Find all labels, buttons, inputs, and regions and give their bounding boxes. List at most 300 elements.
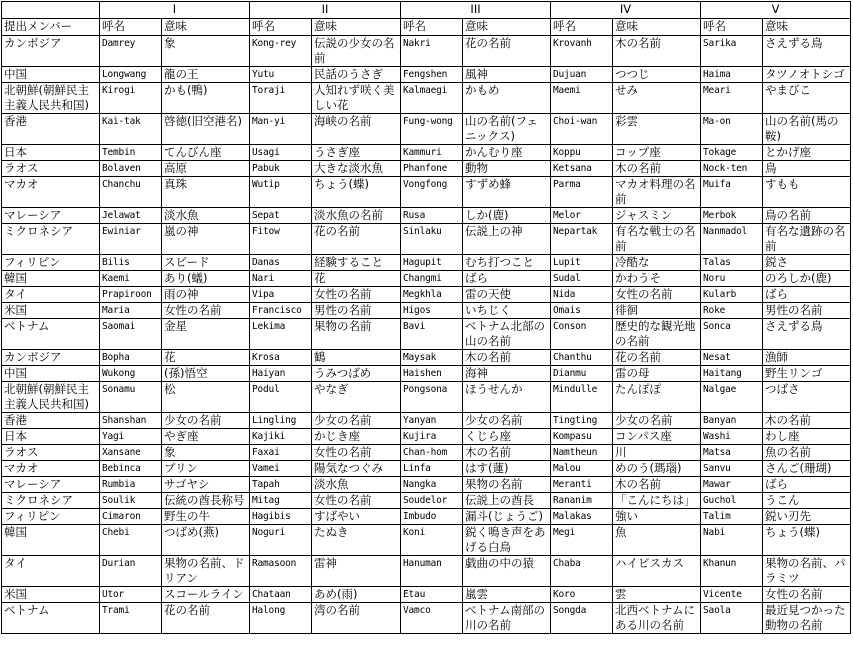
typhoon-name-cell: Vamei <box>250 461 312 477</box>
meaning-cell: さんご(珊瑚) <box>763 461 851 477</box>
meaning-cell: 伝説の少女の名前 <box>312 36 401 67</box>
meaning-cell: 淡水魚 <box>162 208 250 224</box>
typhoon-name-cell: Yutu <box>250 67 312 83</box>
meaning-cell: 木の名前 <box>613 36 701 67</box>
typhoon-name-cell: Chanthu <box>551 350 613 366</box>
table-row <box>2 350 851 366</box>
meaning-cell: せみ <box>613 83 701 114</box>
meaning-cell: 女性の名前 <box>162 303 250 319</box>
meaning-cell: 伝説上の神 <box>463 224 551 255</box>
meaning-cell: 果物の名前、パラミツ <box>763 556 851 587</box>
typhoon-name-cell: Conson <box>551 319 613 350</box>
country-cell: 韓国 <box>2 271 100 287</box>
country-cell: ラオス <box>2 445 100 461</box>
typhoon-name-cell: Sanvu <box>701 461 763 477</box>
typhoon-name-cell: Haitang <box>701 366 763 382</box>
typhoon-name-cell: Soulik <box>100 493 162 509</box>
typhoon-name-cell: Kujira <box>401 429 463 445</box>
typhoon-name-cell: Toraji <box>250 83 312 114</box>
table-row <box>2 603 851 634</box>
typhoon-name-cell: Khanun <box>701 556 763 587</box>
meaning-cell: 鳥 <box>763 161 851 177</box>
table-row <box>2 145 851 161</box>
typhoon-name-cell: Chebi <box>100 525 162 556</box>
meaning-cell: 龍の王 <box>162 67 250 83</box>
meaning-cell: 木の名前 <box>613 161 701 177</box>
meaning-cell: 花 <box>162 350 250 366</box>
table-row <box>2 525 851 556</box>
typhoon-name-cell: Durian <box>100 556 162 587</box>
table-row <box>2 177 851 208</box>
group-header-row <box>2 2 851 19</box>
meaning-cell: 女性の名前 <box>312 287 401 303</box>
meaning-cell: 雲 <box>613 587 701 603</box>
typhoon-name-cell: Nanmadol <box>701 224 763 255</box>
meaning-cell: 歴史的な観光地の名前 <box>613 319 701 350</box>
meaning-cell: すもも <box>763 177 851 208</box>
meaning-cell: 果物の名前 <box>312 319 401 350</box>
meaning-cell: たんぽぽ <box>613 382 701 413</box>
typhoon-name-cell: Chan-hom <box>401 445 463 461</box>
typhoon-name-cell: Kularb <box>701 287 763 303</box>
column-header-row <box>2 19 851 36</box>
meaning-cell: 山の名前(フェニックス) <box>463 114 551 145</box>
typhoon-name-cell: Lupit <box>551 255 613 271</box>
typhoon-names-table <box>1 1 851 634</box>
meaning-cell: 真珠 <box>162 177 250 208</box>
meaning-cell: 金星 <box>162 319 250 350</box>
typhoon-name-cell: Changmi <box>401 271 463 287</box>
typhoon-name-cell: Kompasu <box>551 429 613 445</box>
meaning-cell: あめ(雨) <box>312 587 401 603</box>
meaning-cell: 嵐雲 <box>463 587 551 603</box>
meaning-cell: うさぎ座 <box>312 145 401 161</box>
typhoon-name-cell: Noru <box>701 271 763 287</box>
typhoon-name-cell: Tapah <box>250 477 312 493</box>
country-cell: 香港 <box>2 114 100 145</box>
typhoon-name-cell: Sonamu <box>100 382 162 413</box>
meaning-cell: 松 <box>162 382 250 413</box>
typhoon-name-cell: Kammuri <box>401 145 463 161</box>
typhoon-name-cell: Megkhla <box>401 287 463 303</box>
country-cell: マレーシア <box>2 477 100 493</box>
typhoon-name-cell: Wutip <box>250 177 312 208</box>
meaning-cell: 果物の名前、ドリアン <box>162 556 250 587</box>
country-cell: 米国 <box>2 303 100 319</box>
meaning-cell: 女性の名前 <box>312 445 401 461</box>
typhoon-name-cell: Roke <box>701 303 763 319</box>
meaning-cell: 女性の名前 <box>763 587 851 603</box>
typhoon-name-cell: Noguri <box>250 525 312 556</box>
typhoon-name-cell: Phanfone <box>401 161 463 177</box>
meaning-cell: 花 <box>312 271 401 287</box>
meaning-column-header: 意味 <box>162 19 250 36</box>
country-cell: フィリピン <box>2 509 100 525</box>
typhoon-name-cell: Sonca <box>701 319 763 350</box>
typhoon-name-cell: Fengshen <box>401 67 463 83</box>
country-cell: タイ <box>2 287 100 303</box>
typhoon-name-cell: Muifa <box>701 177 763 208</box>
meaning-cell: 男性の名前 <box>312 303 401 319</box>
name-column-header: 呼名 <box>100 19 162 36</box>
meaning-cell: ばら <box>763 477 851 493</box>
country-cell: 北朝鮮(朝鮮民主主義人民共和国) <box>2 382 100 413</box>
meaning-cell: ちょう(蝶) <box>763 525 851 556</box>
meaning-cell: 鶴 <box>312 350 401 366</box>
typhoon-name-cell: Vamco <box>401 603 463 634</box>
typhoon-name-cell: Man-yi <box>250 114 312 145</box>
meaning-cell: 雨の神 <box>162 287 250 303</box>
table-row <box>2 161 851 177</box>
meaning-cell: 伝説上の酋長 <box>463 493 551 509</box>
table-row <box>2 83 851 114</box>
meaning-cell: わし座 <box>763 429 851 445</box>
meaning-cell: やなぎ <box>312 382 401 413</box>
meaning-cell: 山の名前(馬の鞍) <box>763 114 851 145</box>
typhoon-name-cell: Francisco <box>250 303 312 319</box>
meaning-cell: 北西ベトナムにある川の名前 <box>613 603 701 634</box>
meaning-cell: うこん <box>763 493 851 509</box>
typhoon-name-cell: Malou <box>551 461 613 477</box>
typhoon-name-cell: Yanyan <box>401 413 463 429</box>
typhoon-name-cell: Chaba <box>551 556 613 587</box>
meaning-cell: 彩雲 <box>613 114 701 145</box>
meaning-cell: めのう(瑪瑙) <box>613 461 701 477</box>
meaning-cell: 啓徳(旧空港名) <box>162 114 250 145</box>
typhoon-name-cell: Bebinca <box>100 461 162 477</box>
typhoon-name-cell: Nalgae <box>701 382 763 413</box>
typhoon-name-cell: Pabuk <box>250 161 312 177</box>
meaning-cell: 川 <box>613 445 701 461</box>
table-row <box>2 271 851 287</box>
table-row <box>2 208 851 224</box>
table-row <box>2 429 851 445</box>
meaning-cell: とかげ座 <box>763 145 851 161</box>
meaning-column-header: 意味 <box>463 19 551 36</box>
typhoon-name-cell: Bavi <box>401 319 463 350</box>
country-cell: ミクロネシア <box>2 224 100 255</box>
meaning-cell: くじら座 <box>463 429 551 445</box>
meaning-cell: サゴヤシ <box>162 477 250 493</box>
meaning-cell: 冷酷な <box>613 255 701 271</box>
table-row <box>2 509 851 525</box>
table-row <box>2 445 851 461</box>
typhoon-name-cell: Ma-on <box>701 114 763 145</box>
meaning-cell: つばめ(燕) <box>162 525 250 556</box>
group-header: I <box>100 2 250 19</box>
typhoon-name-cell: Melor <box>551 208 613 224</box>
typhoon-name-cell: Mawar <box>701 477 763 493</box>
group-header: V <box>701 2 851 19</box>
meaning-cell: 鋭い刃先 <box>763 509 851 525</box>
typhoon-name-cell: Hagupit <box>401 255 463 271</box>
typhoon-name-cell: Banyan <box>701 413 763 429</box>
meaning-cell: スピード <box>162 255 250 271</box>
typhoon-name-cell: Cimaron <box>100 509 162 525</box>
country-cell: 日本 <box>2 145 100 161</box>
typhoon-name-cell: Damrey <box>100 36 162 67</box>
typhoon-name-cell: Fung-wong <box>401 114 463 145</box>
typhoon-name-cell: Yagi <box>100 429 162 445</box>
typhoon-name-cell: Kalmaegi <box>401 83 463 114</box>
country-cell: マレーシア <box>2 208 100 224</box>
typhoon-name-cell: Xansane <box>100 445 162 461</box>
table-row <box>2 224 851 255</box>
typhoon-name-cell: Nabi <box>701 525 763 556</box>
meaning-cell: 木の名前 <box>763 413 851 429</box>
country-cell: 米国 <box>2 587 100 603</box>
typhoon-name-cell: Nari <box>250 271 312 287</box>
meaning-cell: 鋭く鳴き声をあげる白鳥 <box>463 525 551 556</box>
meaning-cell: 有名な戦士の名前 <box>613 224 701 255</box>
meaning-cell: 男性の名前 <box>763 303 851 319</box>
typhoon-name-cell: Nepartak <box>551 224 613 255</box>
group-header: III <box>401 2 551 19</box>
typhoon-name-cell: Koni <box>401 525 463 556</box>
country-cell: ラオス <box>2 161 100 177</box>
typhoon-name-cell: Pongsona <box>401 382 463 413</box>
country-cell: マカオ <box>2 177 100 208</box>
meaning-cell: 少女の名前 <box>613 413 701 429</box>
country-cell: 香港 <box>2 413 100 429</box>
group-header: II <box>250 2 401 19</box>
typhoon-name-cell: Bopha <box>100 350 162 366</box>
country-cell: 中国 <box>2 67 100 83</box>
typhoon-name-cell: Haishen <box>401 366 463 382</box>
header-blank-cell <box>2 2 100 19</box>
typhoon-name-cell: Haiyan <box>250 366 312 382</box>
typhoon-name-cell: Talim <box>701 509 763 525</box>
meaning-cell: 鳥の名前 <box>763 208 851 224</box>
table-row <box>2 303 851 319</box>
country-cell: ベトナム <box>2 603 100 634</box>
meaning-column-header: 意味 <box>312 19 401 36</box>
meaning-column-header: 意味 <box>763 19 851 36</box>
typhoon-name-cell: Matsa <box>701 445 763 461</box>
meaning-cell: 女性の名前 <box>613 287 701 303</box>
typhoon-name-cell: Songda <box>551 603 613 634</box>
country-cell: 日本 <box>2 429 100 445</box>
typhoon-name-cell: Malakas <box>551 509 613 525</box>
meaning-cell: 民話のうさぎ <box>312 67 401 83</box>
meaning-cell: 陽気なつぐみ <box>312 461 401 477</box>
meaning-cell: つばさ <box>763 382 851 413</box>
typhoon-name-cell: Tingting <box>551 413 613 429</box>
meaning-cell: かもめ <box>463 83 551 114</box>
typhoon-name-cell: Nida <box>551 287 613 303</box>
name-column-header: 呼名 <box>250 19 312 36</box>
meaning-cell: 木の名前 <box>463 445 551 461</box>
typhoon-name-cell: Koppu <box>551 145 613 161</box>
country-cell: タイ <box>2 556 100 587</box>
table-row <box>2 366 851 382</box>
typhoon-name-cell: Higos <box>401 303 463 319</box>
typhoon-name-cell: Bolaven <box>100 161 162 177</box>
meaning-cell: 徘徊 <box>613 303 701 319</box>
meaning-cell: さえずる鳥 <box>763 319 851 350</box>
typhoon-name-cell: Saola <box>701 603 763 634</box>
table-row <box>2 477 851 493</box>
name-column-header: 呼名 <box>701 19 763 36</box>
typhoon-name-cell: Danas <box>250 255 312 271</box>
meaning-cell: 戯曲の中の猿 <box>463 556 551 587</box>
meaning-cell: むち打つこと <box>463 255 551 271</box>
meaning-cell: 漁師 <box>763 350 851 366</box>
typhoon-name-cell: Longwang <box>100 67 162 83</box>
meaning-cell: コップ座 <box>613 145 701 161</box>
typhoon-name-cell: Tembin <box>100 145 162 161</box>
meaning-cell: さえずる鳥 <box>763 36 851 67</box>
typhoon-name-cell: Maysak <box>401 350 463 366</box>
typhoon-name-cell: Kai-tak <box>100 114 162 145</box>
country-cell: カンボジア <box>2 36 100 67</box>
meaning-cell: つつじ <box>613 67 701 83</box>
typhoon-name-cell: Kong-rey <box>250 36 312 67</box>
meaning-cell: 花の名前 <box>162 603 250 634</box>
typhoon-name-cell: Vipa <box>250 287 312 303</box>
meaning-cell: 鋭さ <box>763 255 851 271</box>
typhoon-name-cell: Dianmu <box>551 366 613 382</box>
typhoon-name-cell: Usagi <box>250 145 312 161</box>
meaning-cell: てんびん座 <box>162 145 250 161</box>
typhoon-name-cell: Meari <box>701 83 763 114</box>
meaning-cell: すばやい <box>312 509 401 525</box>
table-row <box>2 319 851 350</box>
table-row <box>2 114 851 145</box>
meaning-cell: かじき座 <box>312 429 401 445</box>
typhoon-name-cell: Soudelor <box>401 493 463 509</box>
country-cell: マカオ <box>2 461 100 477</box>
meaning-cell: 果物の名前 <box>463 477 551 493</box>
typhoon-name-cell: Fitow <box>250 224 312 255</box>
typhoon-name-cell: Trami <box>100 603 162 634</box>
typhoon-name-cell: Vicente <box>701 587 763 603</box>
typhoon-name-cell: Faxai <box>250 445 312 461</box>
meaning-cell: 漏斗(じょうご) <box>463 509 551 525</box>
meaning-cell: かも(鴨) <box>162 83 250 114</box>
meaning-cell: 高原 <box>162 161 250 177</box>
typhoon-name-cell: Rananim <box>551 493 613 509</box>
typhoon-name-cell: Nock-ten <box>701 161 763 177</box>
meaning-cell: ほうせんか <box>463 382 551 413</box>
typhoon-name-cell: Halong <box>250 603 312 634</box>
typhoon-name-cell: Nesat <box>701 350 763 366</box>
typhoon-name-cell: Namtheun <box>551 445 613 461</box>
typhoon-name-cell: Omais <box>551 303 613 319</box>
typhoon-name-cell: Sarika <box>701 36 763 67</box>
typhoon-name-cell: Nangka <box>401 477 463 493</box>
meaning-cell: コンパス座 <box>613 429 701 445</box>
meaning-cell: 海神 <box>463 366 551 382</box>
meaning-cell: 伝統の酋長称号 <box>162 493 250 509</box>
typhoon-name-cell: Lekima <box>250 319 312 350</box>
meaning-cell: (孫)悟空 <box>162 366 250 382</box>
meaning-cell: プリン <box>162 461 250 477</box>
meaning-cell: 木の名前 <box>613 477 701 493</box>
typhoon-name-cell: Maemi <box>551 83 613 114</box>
table-row <box>2 382 851 413</box>
meaning-cell: タツノオトシゴ <box>763 67 851 83</box>
meaning-cell: 花の名前 <box>613 350 701 366</box>
typhoon-name-cell: Koro <box>551 587 613 603</box>
country-cell: ミクロネシア <box>2 493 100 509</box>
typhoon-name-cell: Megi <box>551 525 613 556</box>
meaning-cell: 最近見つかった動物の名前 <box>763 603 851 634</box>
meaning-cell: 人知れず咲く美しい花 <box>312 83 401 114</box>
typhoon-name-cell: Guchol <box>701 493 763 509</box>
name-column-header: 呼名 <box>401 19 463 36</box>
typhoon-name-cell: Krosa <box>250 350 312 366</box>
table-row <box>2 493 851 509</box>
group-header: IV <box>551 2 701 19</box>
typhoon-name-cell: Nakri <box>401 36 463 67</box>
typhoon-name-cell: Chanchu <box>100 177 162 208</box>
meaning-cell: 女性の名前 <box>312 493 401 509</box>
meaning-cell: ベトナム北部の山の名前 <box>463 319 551 350</box>
meaning-cell: 野生の牛 <box>162 509 250 525</box>
country-cell: ベトナム <box>2 319 100 350</box>
table-row <box>2 255 851 271</box>
typhoon-name-cell: Washi <box>701 429 763 445</box>
typhoon-name-cell: Mitag <box>250 493 312 509</box>
typhoon-name-cell: Ketsana <box>551 161 613 177</box>
meaning-cell: スコールライン <box>162 587 250 603</box>
meaning-cell: 風神 <box>463 67 551 83</box>
typhoon-name-cell: Shanshan <box>100 413 162 429</box>
meaning-cell: たぬき <box>312 525 401 556</box>
meaning-cell: ばら <box>463 271 551 287</box>
meaning-cell: しか(鹿) <box>463 208 551 224</box>
meaning-cell: 経験すること <box>312 255 401 271</box>
meaning-cell: 魚の名前 <box>763 445 851 461</box>
meaning-cell: のろしか(鹿) <box>763 271 851 287</box>
meaning-cell: 野生リンゴ <box>763 366 851 382</box>
meaning-cell: 少女の名前 <box>463 413 551 429</box>
meaning-cell: ばら <box>763 287 851 303</box>
meaning-cell: ベトナム南部の川の名前 <box>463 603 551 634</box>
meaning-cell: 花の名前 <box>463 36 551 67</box>
meaning-cell: あり(蟻) <box>162 271 250 287</box>
typhoon-name-cell: Kirogi <box>100 83 162 114</box>
meaning-cell: ちょう(蝶) <box>312 177 401 208</box>
meaning-cell: 海峡の名前 <box>312 114 401 145</box>
name-column-header: 呼名 <box>551 19 613 36</box>
typhoon-name-cell: Haima <box>701 67 763 83</box>
meaning-cell: 象 <box>162 445 250 461</box>
typhoon-name-cell: Mindulle <box>551 382 613 413</box>
table-row <box>2 413 851 429</box>
meaning-cell: 雷神 <box>312 556 401 587</box>
typhoon-name-cell: Wukong <box>100 366 162 382</box>
country-cell: カンボジア <box>2 350 100 366</box>
typhoon-name-cell: Sudal <box>551 271 613 287</box>
typhoon-name-cell: Podul <box>250 382 312 413</box>
typhoon-name-cell: Imbudo <box>401 509 463 525</box>
typhoon-name-cell: Rumbia <box>100 477 162 493</box>
typhoon-name-cell: Kajiki <box>250 429 312 445</box>
meaning-cell: 雷の天使 <box>463 287 551 303</box>
typhoon-name-cell: Chataan <box>250 587 312 603</box>
typhoon-name-cell: Sepat <box>250 208 312 224</box>
meaning-cell: 嵐の神 <box>162 224 250 255</box>
typhoon-name-cell: Krovanh <box>551 36 613 67</box>
country-cell: 北朝鮮(朝鮮民主主義人民共和国) <box>2 83 100 114</box>
meaning-cell: 花の名前 <box>312 224 401 255</box>
typhoon-name-cell: Etau <box>401 587 463 603</box>
country-cell: 韓国 <box>2 525 100 556</box>
meaning-cell: 雷の母 <box>613 366 701 382</box>
meaning-cell: マカオ料理の名前 <box>613 177 701 208</box>
